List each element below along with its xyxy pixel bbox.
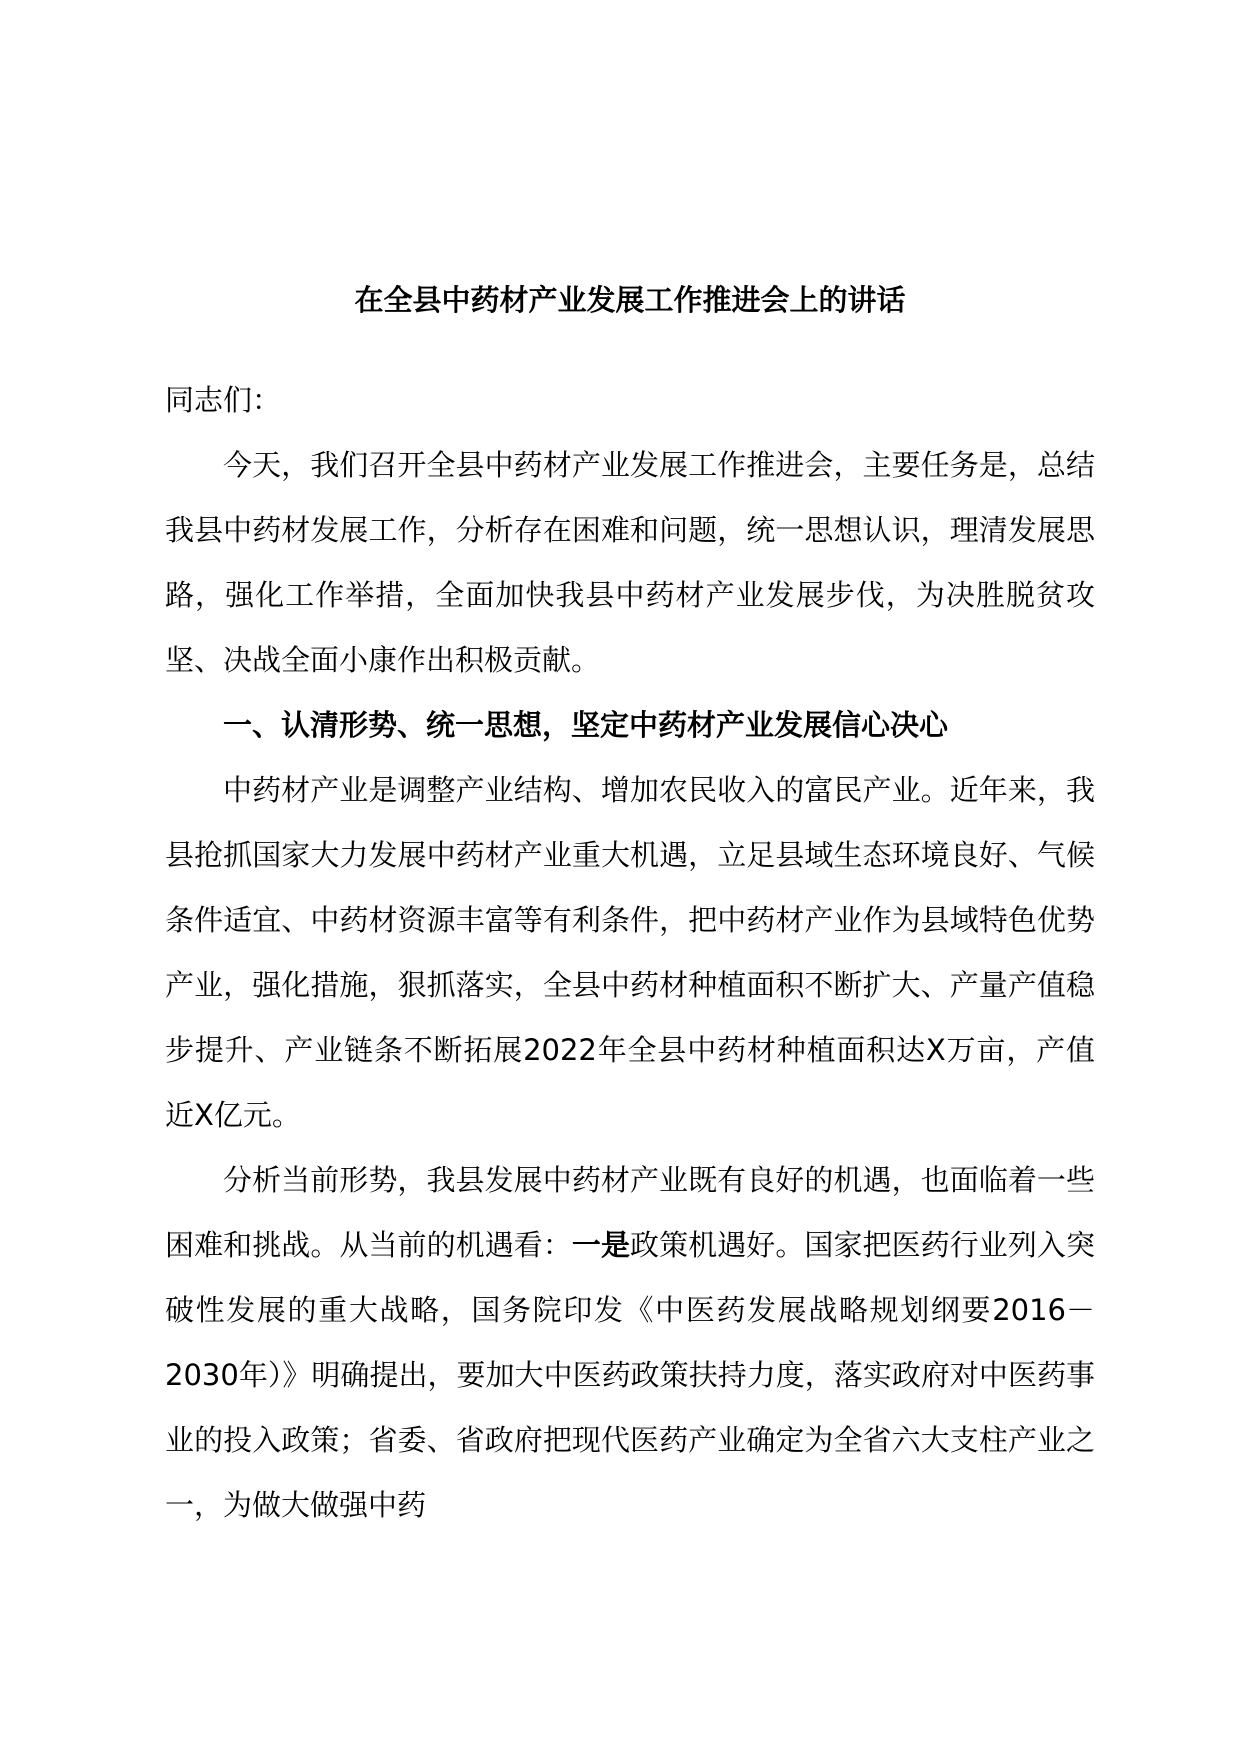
paragraph-text-continued: 政策机遇好。国家把医药行业列入突破性发展的重大战略，国务院印发《中医药发展战略规划纲要2016－2030年）》明确提出，要加大中医药政策扶持力度，落实政府对中医药事业的投入政策；省委、省政府把现代医药产业确定为全省六大支柱产业之一，为做大做强中药 [165, 1228, 1095, 1522]
body-paragraph-opportunities [165, 1148, 1095, 1538]
paragraph-text: 分析当前形势，我县发展中药材产业既有良好的机遇，也面临着一些困难和挑战。从当前的机遇看： [165, 1163, 1095, 1262]
document-body [165, 368, 1095, 1538]
intro-paragraph: 今天，我们召开全县中药材产业发展工作推进会，主要任务是，总结我县中药材发展工作，分析存在困难和问题，统一思想认识，理清发展思路，强化工作举措，全面加快我县中药材产业发展步伐，为决胜脱贫攻坚、决战全面小康作出积极贡献。 [165, 448, 1095, 677]
salutation: 同志们： [165, 383, 282, 417]
emphasis-text: 一是 [571, 1228, 631, 1262]
document-title: 在全县中药材产业发展工作推进会上的讲话 [354, 283, 906, 317]
section-heading: 一、认清形势、统一思想，坚定中药材产业发展信心决心 [223, 708, 949, 742]
body-paragraph: 中药材产业是调整产业结构、增加农民收入的富民产业。近年来，我县抢抓国家大力发展中药材产业重大机遇，立足县域生态环境良好、气候条件适宜、中药材资源丰富等有利条件，把中药材产业作为县域特色优势产业，强化措施，狠抓落实，全县中药材种植面积不断扩大、产量产值稳步提升、产业链条不断拓展2022年全县中药材种植面积达X万亩，产值近X亿元。 [165, 773, 1095, 1132]
